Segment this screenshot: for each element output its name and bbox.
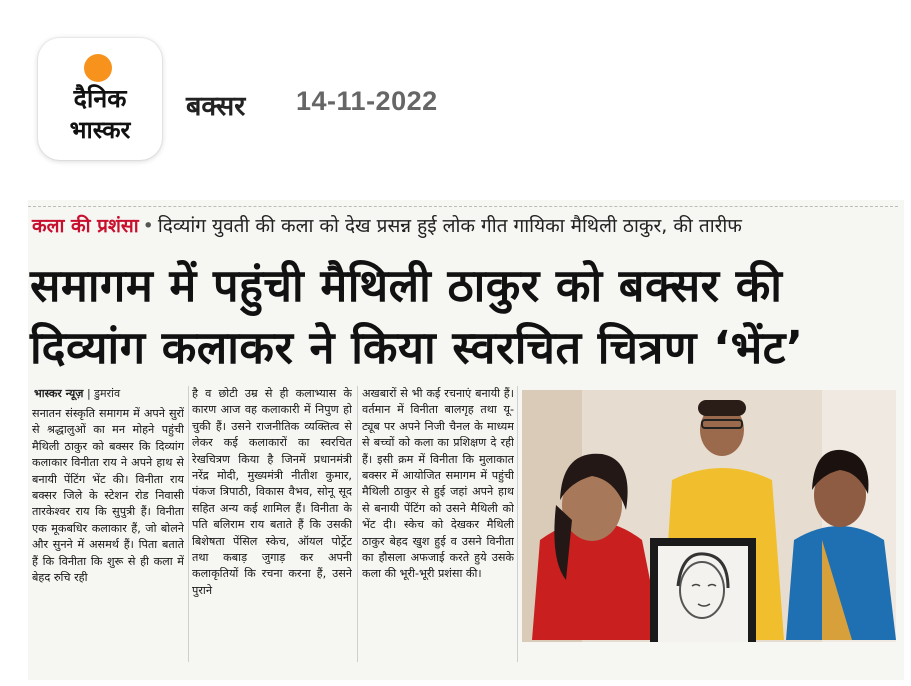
kicker-text: दिव्यांग युवती की कला को देख प्रसन्न हुई लोक गीत गायिका मैथिली ठाकुर, की तारीफ [157,215,742,237]
column-divider [517,386,518,662]
article-column-3: अखबारों से भी कई रचनाएं बनायी हैं। वर्तमान में विनीता बालगृह तथा यू-ट्यूब पर अपने निजी चैनल के माध्यम से बच्चों को कला का प्रशिक्षण दे रही हैं। इसी क्रम में विनीता कि मुलाकात बक्सर में आयोजित समागम में पहुंची मैथिली ठाकुर से हुई जहां अपने हाथ से बनायी पेंटिंग को उसने मैथिली को भेंट दी। स्केच को देखकर मैथिली ठाकुर बेहद खुश हुई व उसने विनीता का हौसला अफजाई करते हुये उसके कला की भूरी-भूरी प्रशंसा की। [362,387,514,581]
logo-line2: भास्कर [69,116,131,144]
kicker-bullet: • [142,215,154,237]
headline-line-2: दिव्यांग कलाकर ने किया स्वरचित चित्रण ‘भेंट’ [30,321,804,374]
byline-separator: | [86,387,95,400]
kicker-row [32,212,902,242]
byline [34,386,120,401]
logo-line1: दैनिक [73,84,127,113]
clipping-top-rule [28,206,898,207]
article-column-1: सनातन संस्कृति समागम में अपने सुरों से श्रद्धालुओं का मन मोहने पहुंची मैथिली ठाकुर को बक्सर कि दिव्यांग कलाकार विनीता राय ने अपने हाथ से बनायी पेंटिंग भेंट की। विनीता राय बक्सर जिले के स्टेशन रोड निवासी तारकेश्वर राय कि सुपुत्री हैं। विनीता एक मूकबधिर कलाकार हैं, जो बोलने और सुनने में असमर्थ हैं। पिता बताते हैं कि विनीता कि शुरू से ही कला में बेहद रुचि रही [32,407,184,585]
city-label: बक्सर [186,91,246,122]
column-divider [357,386,358,662]
column-divider [188,386,189,662]
publish-date: 14-11-2022 [296,86,438,116]
dainik-bhaskar-logo-icon[interactable] [38,38,162,160]
byline-place: डुमरांव [94,387,121,400]
logo-sun-icon [84,54,112,82]
app-header [0,0,911,190]
kicker-tag: कला की प्रशंसा [32,215,139,237]
photo-illustration [522,390,896,642]
article-photo [522,390,896,642]
byline-source: भास्कर न्यूज़ [34,387,84,400]
article-column-2: है व छोटी उम्र से ही कलाभ्यास के कारण आज वह कलाकारी में निपुण हो चुकी हैं। उसने राजनीतिक व्यक्तित्व से लेकर कई कलाकारों का स्वरचित रेखचित्रण किया है जिनमें प्रधानमंत्री नरेंद्र मोदी, मुख्यमंत्री नीतीश कुमार, पंकज त्रिपाठी, विकास वैभव, सोनू सूद सहित अन्य कई शामिल हैं। विनीता के पति बलिराम राय बताते हैं कि उसकी बिशेषता पेंसिल स्केच, ऑयल पोर्ट्रेट तथा कबाड़ जुगाड़ कर अपनी कलाकृतियों कि रचना करना हैं, उसने पुराने [192,387,352,597]
headline-line-1: समागम में पहुंची मैथिली ठाकुर को बक्सर की [30,259,783,312]
